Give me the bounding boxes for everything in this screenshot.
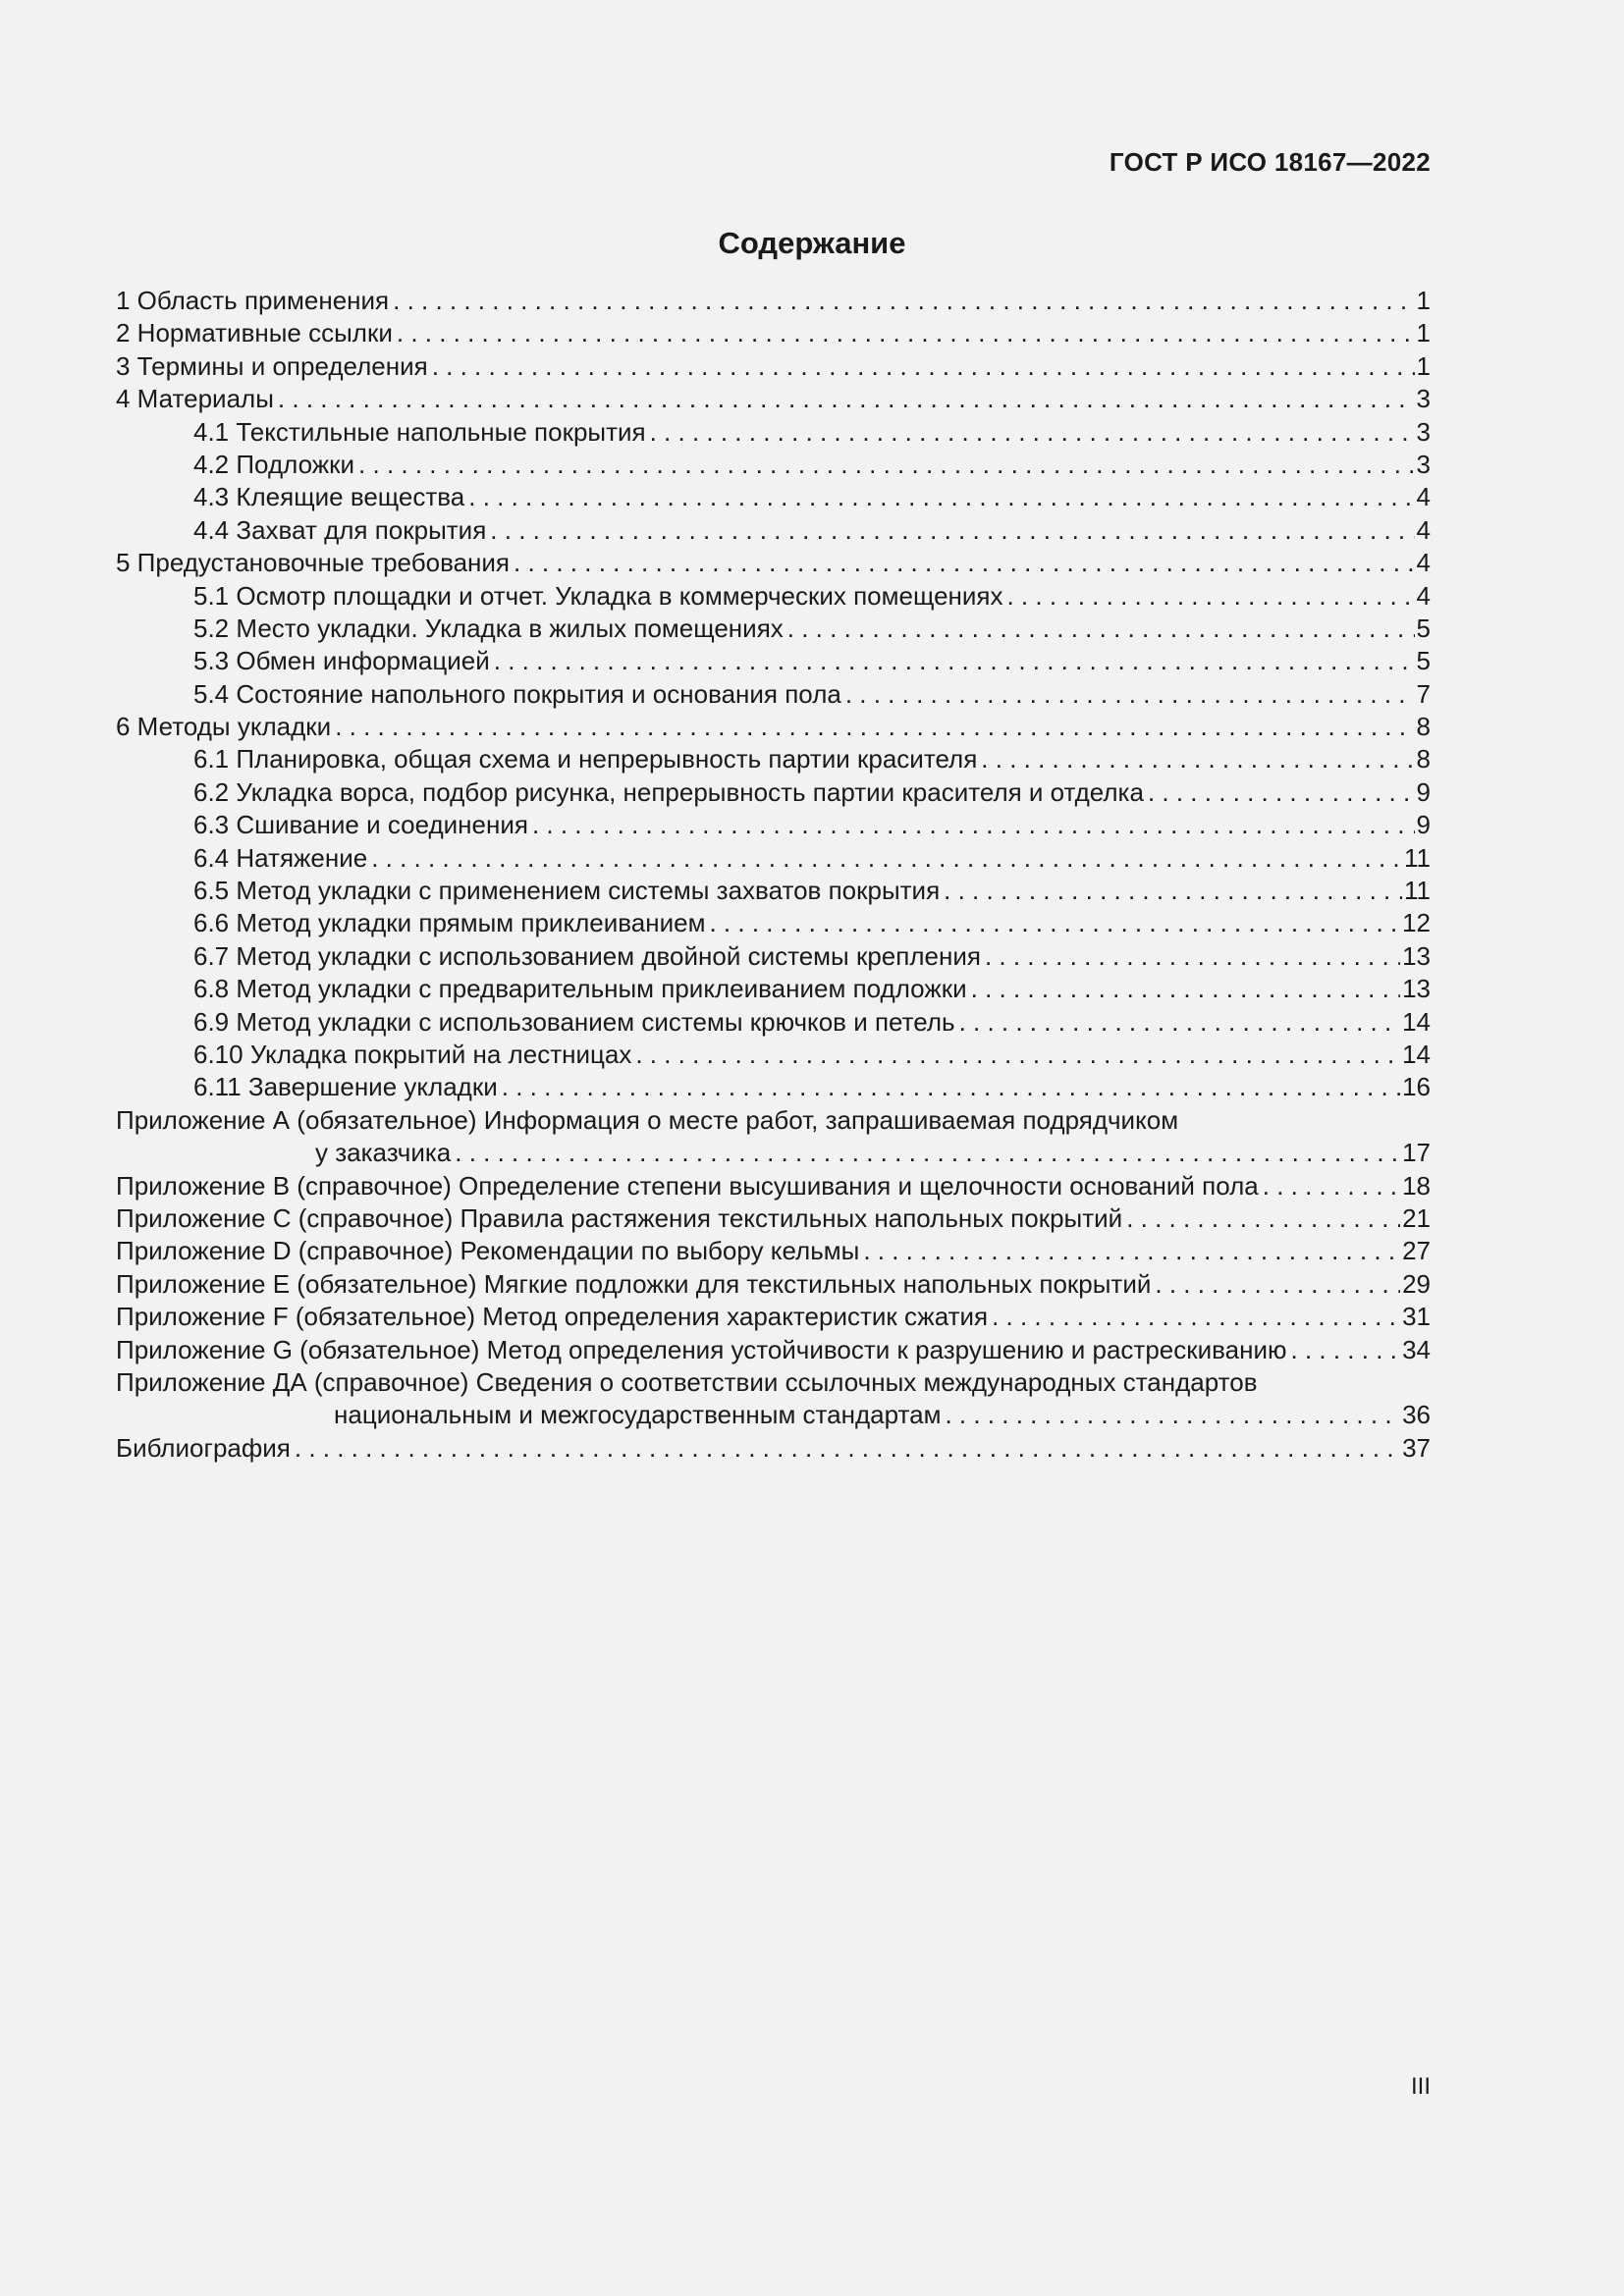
toc-entry-page: 7 (1416, 678, 1431, 709)
toc-dot-leader (1006, 580, 1414, 613)
toc-entry[interactable] (116, 547, 1431, 579)
toc-entry-page: 17 (1402, 1138, 1431, 1168)
toc-entry-page: 3 (1416, 384, 1431, 414)
toc-dot-leader (1291, 1334, 1401, 1366)
toc-entry[interactable] (116, 940, 1431, 973)
toc-dot-leader (1148, 776, 1415, 809)
toc-entry-title: 6.1 Планировка, общая схема и непрерывность партии красителя (193, 744, 978, 774)
toc-entry[interactable] (116, 1202, 1431, 1235)
page-number: III (1410, 2073, 1431, 2100)
toc-entry[interactable] (116, 1399, 1431, 1431)
toc-entry-title: 4 Материалы (116, 384, 274, 414)
toc-entry-page: 5 (1416, 613, 1431, 643)
toc-dot-leader (278, 383, 1415, 415)
toc-entry-title: 6.8 Метод укладки с предварительным приклеиванием подложки (193, 974, 967, 1004)
toc-dot-leader (635, 1039, 1400, 1071)
toc-entry[interactable] (116, 907, 1431, 939)
toc-dot-leader (494, 645, 1415, 677)
toc-entry[interactable] (116, 317, 1431, 349)
toc-entry-title: 5.1 Осмотр площадки и отчет. Укладка в коммерческих помещениях (193, 580, 1003, 611)
toc-dot-leader (944, 875, 1402, 907)
toc-entry[interactable] (116, 1170, 1431, 1202)
toc-dot-leader (393, 285, 1414, 317)
toc-dot-leader (650, 416, 1415, 449)
toc-entry[interactable] (116, 1006, 1431, 1039)
toc-entry[interactable] (116, 1366, 1431, 1399)
toc-entry-title: 6.6 Метод укладки прямым приклеиванием (193, 908, 706, 938)
toc-entry-page: 31 (1402, 1302, 1431, 1332)
toc-entry-page: 1 (1416, 350, 1431, 381)
toc-entry[interactable] (116, 743, 1431, 775)
toc-entry-title: 6.5 Метод укладки с применением системы захватов покрытия (193, 876, 941, 906)
toc-entry[interactable] (116, 1039, 1431, 1071)
toc-entry-page: 16 (1402, 1072, 1431, 1102)
toc-dot-leader (992, 1301, 1400, 1333)
toc-entry-title: 2 Нормативные ссылки (116, 318, 393, 348)
toc-entry[interactable] (116, 350, 1431, 383)
toc-entry-page: 27 (1402, 1236, 1431, 1266)
toc-entry-title: 6.9 Метод укладки с использованием системы крючков и петель (193, 1006, 955, 1037)
toc-entry-title: 5.4 Состояние напольного покрытия и основания пола (193, 678, 841, 709)
toc-entry-page: 3 (1416, 416, 1431, 447)
toc-dot-leader (295, 1432, 1400, 1465)
toc-entry-title: Приложение Е (обязательное) Мягкие подложки для текстильных напольных покрытий (116, 1268, 1152, 1299)
toc-entry[interactable] (116, 1235, 1431, 1267)
toc-entry-page: 8 (1416, 744, 1431, 774)
toc-dot-leader (945, 1399, 1400, 1431)
toc-entry-page: 9 (1416, 810, 1431, 840)
toc-entry-title: 1 Область применения (116, 286, 390, 315)
toc-dot-leader (432, 350, 1415, 383)
toc-entry-title: 6.3 Сшивание и соединения (193, 810, 528, 840)
toc-entry-title: 4.1 Текстильные напольные покрытия (193, 416, 646, 447)
toc-entry[interactable] (116, 1137, 1431, 1169)
toc-entry-title: 3 Термины и определения (116, 350, 428, 381)
toc-entry[interactable] (116, 678, 1431, 711)
toc-entry-title: 6.10 Укладка покрытий на лестницах (193, 1039, 632, 1069)
toc-entry-title: 5 Предустановочные требования (116, 548, 511, 578)
toc-entry[interactable] (116, 416, 1431, 449)
toc-entry-title: 6 Методы укладки (116, 712, 332, 742)
toc-entry[interactable] (116, 1432, 1431, 1465)
toc-entry-page: 18 (1402, 1170, 1431, 1201)
table-of-contents (116, 285, 1431, 1465)
toc-entry-title: 4.4 Захват для покрытия (193, 514, 487, 545)
toc-dot-leader (468, 481, 1414, 513)
toc-dot-leader (397, 317, 1415, 349)
toc-entry-title: 5.3 Обмен информацией (193, 646, 490, 676)
toc-entry-title: Приложение G (обязательное) Метод определения устойчивости к разрушению и растрескиванию (116, 1334, 1287, 1364)
toc-entry-page: 34 (1402, 1334, 1431, 1364)
toc-dot-leader (845, 678, 1415, 711)
toc-dot-leader (514, 547, 1415, 579)
toc-entry-title: у заказчика (315, 1138, 452, 1168)
toc-dot-leader (502, 1071, 1400, 1103)
toc-dot-leader (863, 1235, 1400, 1267)
toc-entry-title: Библиография (116, 1432, 291, 1463)
toc-entry-page: 14 (1402, 1006, 1431, 1037)
toc-entry-title: национальным и межгосударственным стандартам (334, 1400, 942, 1430)
toc-entry[interactable] (116, 1268, 1431, 1301)
toc-entry-page: 14 (1402, 1039, 1431, 1069)
toc-entry[interactable] (116, 645, 1431, 677)
toc-entry[interactable] (116, 1104, 1431, 1137)
toc-entry-title: 6.2 Укладка ворса, подбор рисунка, непрерывность партии красителя и отделка (193, 776, 1144, 807)
toc-entry-page: 1 (1416, 286, 1431, 315)
toc-dot-leader (1155, 1268, 1400, 1301)
toc-dot-leader (971, 973, 1400, 1005)
toc-entry[interactable] (116, 1071, 1431, 1103)
toc-entry-page: 1 (1416, 318, 1431, 348)
toc-dot-leader (532, 809, 1415, 841)
toc-entry-title: Приложение F (обязательное) Метод определения характеристик сжатия (116, 1302, 989, 1332)
toc-entry[interactable] (116, 383, 1431, 415)
toc-entry-page: 4 (1416, 482, 1431, 512)
toc-entry[interactable] (116, 1301, 1431, 1333)
toc-entry[interactable] (116, 613, 1431, 645)
toc-dot-leader (709, 907, 1400, 939)
toc-entry[interactable] (116, 481, 1431, 513)
toc-entry-title: Приложение А (обязательное) Информация о месте работ, запрашиваемая подрядчиком (116, 1104, 1179, 1135)
toc-entry-page: 13 (1402, 940, 1431, 971)
toc-entry-title: 4.3 Клеящие вещества (193, 482, 465, 512)
toc-entry-page: 36 (1402, 1400, 1431, 1430)
toc-dot-leader (455, 1137, 1400, 1169)
toc-dot-leader (358, 449, 1414, 481)
toc-entry-page: 8 (1416, 712, 1431, 742)
toc-entry[interactable] (116, 514, 1431, 547)
toc-dot-leader (490, 514, 1414, 547)
toc-entry-page: 4 (1416, 580, 1431, 611)
toc-entry-page: 37 (1402, 1432, 1431, 1463)
toc-entry-page: 29 (1402, 1268, 1431, 1299)
toc-entry[interactable] (116, 842, 1431, 875)
toc-entry[interactable] (116, 449, 1431, 481)
toc-entry-title: Приложение В (справочное) Определение степени высушивания и щелочности оснований пола (116, 1170, 1259, 1201)
toc-entry-page: 4 (1416, 514, 1431, 545)
toc-entry-title: Приложение С (справочное) Правила растяжения текстильных напольных покрытий (116, 1202, 1123, 1233)
toc-dot-leader (981, 743, 1414, 775)
toc-entry[interactable] (116, 809, 1431, 841)
toc-dot-leader (787, 613, 1415, 645)
toc-entry[interactable] (116, 875, 1431, 907)
toc-entry[interactable] (116, 973, 1431, 1005)
toc-entry-page: 12 (1402, 908, 1431, 938)
toc-dot-leader (371, 842, 1402, 875)
toc-entry-page: 9 (1416, 776, 1431, 807)
toc-entry-title: 5.2 Место укладки. Укладка в жилых помещениях (193, 613, 784, 643)
toc-entry[interactable] (116, 580, 1431, 613)
toc-dot-leader (1263, 1170, 1400, 1202)
toc-entry-page: 11 (1404, 876, 1431, 906)
toc-entry-title: 6.4 Натяжение (193, 842, 368, 873)
toc-entry-page: 5 (1416, 646, 1431, 676)
toc-entry-page: 4 (1416, 548, 1431, 578)
toc-entry-title: Приложение ДА (справочное) Сведения о соответствии ссылочных международных стандартов (116, 1366, 1258, 1397)
toc-entry-page: 13 (1402, 974, 1431, 1004)
toc-dot-leader (985, 940, 1400, 973)
toc-entry-title: 4.2 Подложки (193, 449, 355, 479)
toc-entry[interactable] (116, 285, 1431, 317)
toc-entry-title: Приложение D (справочное) Рекомендации по выбору кельмы (116, 1236, 860, 1266)
toc-entry-page: 21 (1402, 1202, 1431, 1233)
toc-title: Содержание (718, 226, 906, 260)
toc-entry[interactable] (116, 711, 1431, 743)
toc-entry[interactable] (116, 1334, 1431, 1366)
toc-entry-title: 6.7 Метод укладки с использованием двойной системы крепления (193, 940, 981, 971)
toc-entry-page: 3 (1416, 449, 1431, 479)
toc-dot-leader (1126, 1202, 1400, 1235)
document-id-header: ГОСТ Р ИСО 18167—2022 (1109, 147, 1431, 177)
toc-dot-leader (335, 711, 1414, 743)
toc-dot-leader (959, 1006, 1401, 1039)
toc-entry-title: 6.11 Завершение укладки (193, 1072, 498, 1102)
toc-entry[interactable] (116, 776, 1431, 809)
toc-entry-page: 11 (1404, 842, 1431, 873)
